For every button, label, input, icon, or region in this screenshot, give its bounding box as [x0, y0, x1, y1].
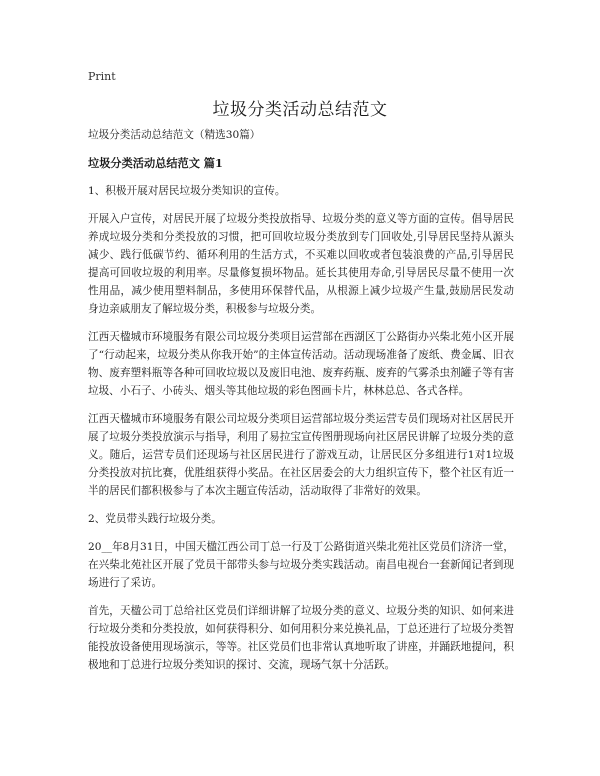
- paragraph-5: 首先，天楹公司丁总给社区党员们详细讲解了垃圾分类的意义、垃圾分类的知识、如何来进行垃圾分类和分类投放，如何获得积分、如何用积分来兑换礼品，丁总还进行了垃圾分类智能投放设备使用现场演示，等等。社区党员们也非常认真地听取了讲座，并踊跃地提问，积极地和丁总进行垃圾分类知识的探讨、交流，现场气氛十分活跃。: [88, 605, 514, 671]
- document-body: [88, 126, 514, 684]
- list-item-2: 2、党员带头践行垃圾分类。: [88, 513, 222, 525]
- section-heading: 垃圾分类活动总结范文 篇1: [88, 156, 223, 170]
- page-title: 垃圾分类活动总结范文: [212, 100, 388, 120]
- print-label: Print: [88, 70, 116, 83]
- paragraph-2: 江西天楹城市环境服务有限公司垃圾分类项目运营部在西湖区丁公路街办兴柴北苑小区开展了“行动起来，垃圾分类从你我开始”的主体宣传活动。活动现场准备了废纸、费金属、旧衣物、废弃塑料瓶等各种可回收垃圾以及废旧电池、废弃药瓶、废弃的气雾杀虫剂罐子等有害垃圾、小石子、小砖头、烟头等其他垃圾的彩色图画卡片，林林总总、各式各样。: [88, 331, 514, 397]
- paragraph-1: 开展入户宣传，对居民开展了垃圾分类投放指导、垃圾分类的意义等方面的宣传。倡导居民养成垃圾分类和分类投放的习惯，把可回收垃圾分类放到专门回收处,引导居民坚持从源头减少、践行低碳节约、循环利用的生活方式，不买难以回收或者包装浪费的产品,引导居民提高可回收垃圾的利用率。尽量修复损坏物品。延长其使用寿命,引导居民尽量不使用一次性用品，减少使用塑料制品，多使用环保替代品，从根源上减少垃圾产生量,鼓励居民发动身边亲戚朋友了解垃圾分类，积极参与垃圾分类。: [88, 213, 514, 315]
- document-subtitle: 垃圾分类活动总结范文（精选30篇）: [88, 129, 261, 141]
- list-item-1: 1、积极开展对居民垃圾分类知识的宣传。: [88, 185, 286, 197]
- paragraph-3: 江西天楹城市环境服务有限公司垃圾分类项目运营部垃圾分类运营专员们现场对社区居民开展了垃圾分类投放演示与指导，利用了易拉宝宣传图册现场向社区居民讲解了垃圾分类的意义。随后，运营专员们还现场与社区居民进行了游戏互动，让居民区分多组进行1对1垃圾分类投放对抗比赛，优胜组获得小奖品。在社区居委会的大力组织宣传下，整个社区有近一半的居民们都积极参与了本次主题宣传活动，活动取得了非常好的效果。: [88, 413, 514, 497]
- paragraph-4: 20__年8月31日，中国天楹江西公司丁总一行及丁公路街道兴柴北苑社区党员们济济一堂，在兴柴北苑社区开展了党员干部带头参与垃圾分类实践活动。南昌电视台一套新闻记者到现场进行了采访。: [88, 541, 514, 589]
